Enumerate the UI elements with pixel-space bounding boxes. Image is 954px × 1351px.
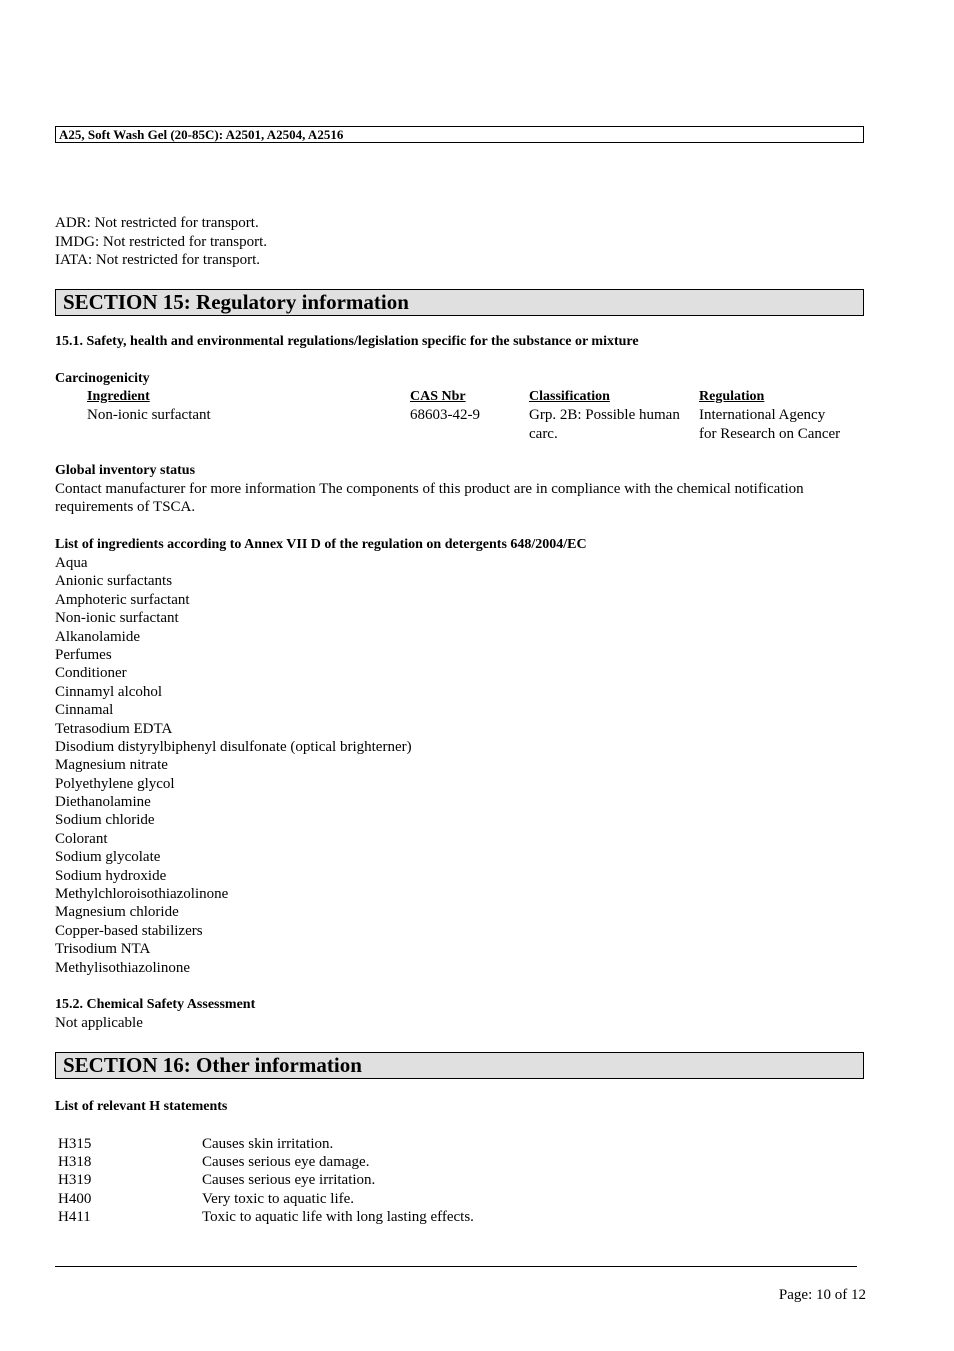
list-item: Sodium chloride — [55, 812, 155, 829]
h-code: H318 — [58, 1154, 92, 1170]
list-item: Conditioner — [55, 665, 127, 682]
global-inventory-heading: Global inventory status — [55, 463, 196, 478]
section-15-1-subtitle: 15.1. Safety, health and environmental regulations/legislation specific for the substance or mixture — [55, 334, 639, 349]
ingredients-heading: List of ingredients according to Annex VII D of the regulation on detergents 648/2004/EC — [55, 537, 587, 552]
carcinogenicity-heading: Carcinogenicity — [55, 371, 150, 386]
transport-adr: ADR: Not restricted for transport. — [55, 215, 259, 231]
h-code: H315 — [58, 1136, 92, 1152]
list-item: Colorant — [55, 830, 108, 847]
global-inventory-text-line1: Contact manufacturer for more information The components of this product are in compliance with the chemical notification — [55, 481, 804, 497]
csa-value: Not applicable — [55, 1015, 143, 1031]
section-15-title: SECTION 15: Regulatory information — [55, 289, 864, 316]
document-header: A25, Soft Wash Gel (20-85C): A2501, A2504, A2516 — [55, 126, 864, 143]
cell-cas: 68603-42-9 — [410, 407, 480, 423]
list-item: Cinnamyl alcohol — [55, 683, 163, 700]
h-text: Toxic to aquatic life with long lasting effects. — [202, 1209, 474, 1225]
column-header-cas: CAS Nbr — [410, 389, 466, 404]
transport-iata: IATA: Not restricted for transport. — [55, 252, 260, 268]
cell-classification-line1: Grp. 2B: Possible human — [529, 407, 680, 423]
list-item: Sodium hydroxide — [55, 867, 167, 884]
cell-ingredient: Non-ionic surfactant — [87, 407, 211, 423]
h-code: H319 — [58, 1172, 92, 1188]
list-item: Diethanolamine — [55, 794, 151, 811]
list-item: Methylchloroisothiazolinone — [55, 886, 229, 903]
page-number: Page: 10 of 12 — [778, 1287, 866, 1303]
h-text: Very toxic to aquatic life. — [202, 1191, 355, 1207]
transport-imdg: IMDG: Not restricted for transport. — [55, 234, 268, 250]
h-text: Causes skin irritation. — [202, 1136, 334, 1152]
h-statements-heading: List of relevant H statements — [55, 1099, 228, 1114]
list-item: Perfumes — [55, 646, 112, 663]
h-code: H411 — [58, 1209, 91, 1225]
cell-classification-line2: carc. — [529, 426, 558, 442]
h-text: Causes serious eye irritation. — [202, 1172, 376, 1188]
column-header-regulation: Regulation — [699, 389, 765, 404]
column-header-ingredient: Ingredient — [87, 389, 150, 404]
column-header-classification: Classification — [529, 389, 610, 404]
list-item: Alkanolamide — [55, 628, 140, 645]
footer-divider — [55, 1266, 857, 1267]
list-item: Non-ionic surfactant — [55, 610, 179, 627]
list-item: Anionic surfactants — [55, 573, 173, 590]
cell-regulation-line1: International Agency — [699, 407, 826, 423]
list-item: Magnesium chloride — [55, 904, 179, 921]
list-item: Polyethylene glycol — [55, 775, 175, 792]
cell-regulation-line2: for Research on Cancer — [699, 426, 841, 442]
list-item: Tetrasodium EDTA — [55, 720, 173, 737]
h-text: Causes serious eye damage. — [202, 1154, 370, 1170]
list-item: Trisodium NTA — [55, 941, 151, 958]
global-inventory-text-line2: requirements of TSCA. — [55, 499, 196, 515]
csa-heading: 15.2. Chemical Safety Assessment — [55, 997, 256, 1012]
list-item: Magnesium nitrate — [55, 757, 168, 774]
h-code: H400 — [58, 1191, 92, 1207]
list-item: Copper-based stabilizers — [55, 922, 203, 939]
list-item: Sodium glycolate — [55, 849, 161, 866]
list-item: Aqua — [55, 555, 88, 571]
section-16-title: SECTION 16: Other information — [55, 1052, 864, 1079]
list-item: Disodium distyrylbiphenyl disulfonate (optical brighterner) — [55, 738, 412, 755]
list-item: Cinnamal — [55, 702, 114, 719]
ingredients-list — [55, 554, 412, 977]
list-item: Methylisothiazolinone — [55, 959, 190, 976]
list-item: Amphoteric surfactant — [55, 591, 190, 608]
